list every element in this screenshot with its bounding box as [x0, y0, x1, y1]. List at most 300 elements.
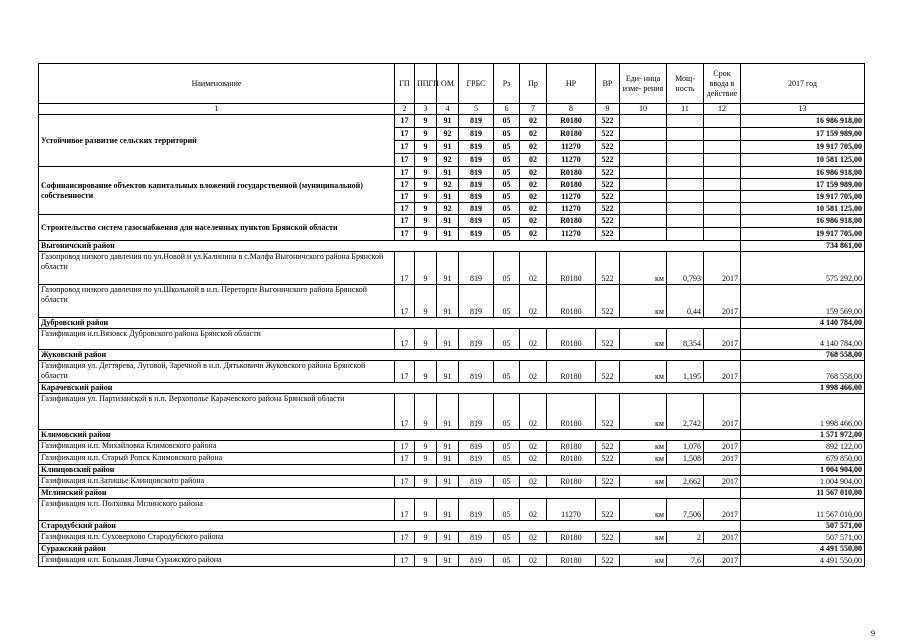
district-name: Карачевский район — [39, 383, 741, 394]
cell-gp: 17 — [395, 179, 415, 191]
cell-pr: 02 — [520, 361, 547, 383]
cell-pr: 02 — [520, 203, 547, 215]
district-total: 1 004 904,00 — [741, 465, 865, 476]
cell-om: 91 — [437, 499, 459, 521]
cell-ppgp: 9 — [415, 499, 437, 521]
cell-nr: 11270 — [547, 191, 596, 203]
cell-ppgp: 9 — [415, 203, 437, 215]
cell-power: 8,354 — [667, 329, 704, 350]
cell-om: 91 — [437, 141, 459, 154]
cell-rz: 05 — [494, 252, 520, 285]
district-name: Дубровский район — [39, 318, 741, 329]
cell-power: 1,076 — [667, 441, 704, 453]
cell-pr: 02 — [520, 394, 547, 430]
header-row — [39, 64, 865, 104]
cell-gp: 17 — [395, 154, 415, 167]
district-name: Выгоничский район — [39, 241, 741, 252]
cell-rz: 05 — [494, 499, 520, 521]
cell-amount: 16 986 918,00 — [741, 115, 865, 128]
cell-deadline — [704, 191, 741, 203]
cell-vr: 522 — [596, 441, 620, 453]
cell-gp: 17 — [395, 141, 415, 154]
page-number: 9 — [871, 629, 875, 638]
cell-ppgp: 9 — [415, 228, 437, 241]
header-pr: Пр — [520, 64, 547, 104]
group-row — [39, 215, 865, 228]
district-name: Суражский район — [39, 544, 741, 555]
district-total: 1 571 972,00 — [741, 430, 865, 441]
column-number-cell: 8 — [547, 104, 596, 115]
project-row — [39, 441, 865, 453]
cell-pr: 02 — [520, 329, 547, 350]
column-number-cell: 1 — [39, 104, 395, 115]
cell-ppgp: 9 — [415, 532, 437, 544]
cell-amount: 768 558,00 — [741, 361, 865, 383]
cell-grbs: 819 — [459, 394, 494, 430]
cell-nr: 11270 — [547, 141, 596, 154]
project-name: Газификация н.п. Старый Ропск Климовского района — [39, 453, 395, 465]
project-name: Газопровод низкого давления по ул.Школьной в н.п. Переторги Выгоничского района Брянской области — [39, 285, 395, 318]
header-rz: Рз — [494, 64, 520, 104]
cell-om: 91 — [437, 476, 459, 488]
cell-rz: 05 — [494, 179, 520, 191]
cell-unit — [620, 154, 667, 167]
cell-nr: R0180 — [547, 252, 596, 285]
cell-om: 91 — [437, 453, 459, 465]
cell-unit: км — [620, 329, 667, 350]
cell-power: 2,662 — [667, 476, 704, 488]
cell-gp: 17 — [395, 191, 415, 203]
group-name: Строительство систем газоснабжения для населенных пунктов Брянской области — [39, 215, 395, 241]
cell-vr: 522 — [596, 115, 620, 128]
cell-grbs: 819 — [459, 141, 494, 154]
header-ppgp: ППГП — [415, 64, 437, 104]
cell-nr: 11270 — [547, 154, 596, 167]
header-om: ОМ — [437, 64, 459, 104]
cell-ppgp: 9 — [415, 361, 437, 383]
cell-amount: 16 986 918,00 — [741, 215, 865, 228]
cell-grbs: 819 — [459, 329, 494, 350]
cell-grbs: 819 — [459, 191, 494, 203]
cell-deadline — [704, 167, 741, 179]
cell-deadline — [704, 179, 741, 191]
cell-nr: R0180 — [547, 555, 596, 567]
cell-om: 91 — [437, 361, 459, 383]
cell-deadline — [704, 141, 741, 154]
cell-om: 92 — [437, 154, 459, 167]
cell-nr: R0180 — [547, 453, 596, 465]
district-name: Мглинский район — [39, 488, 741, 499]
cell-ppgp: 9 — [415, 453, 437, 465]
cell-unit: км — [620, 476, 667, 488]
cell-om: 92 — [437, 203, 459, 215]
header-unit: Еди- ница изме- рения — [620, 64, 667, 104]
cell-grbs: 819 — [459, 115, 494, 128]
cell-deadline: 2017 — [704, 476, 741, 488]
cell-gp: 17 — [395, 252, 415, 285]
header-power: Мощ- ность — [667, 64, 704, 104]
cell-nr: R0180 — [547, 128, 596, 141]
cell-rz: 05 — [494, 215, 520, 228]
cell-vr: 522 — [596, 555, 620, 567]
cell-vr: 522 — [596, 128, 620, 141]
cell-deadline — [704, 115, 741, 128]
district-name: Климовский район — [39, 430, 741, 441]
cell-gp: 17 — [395, 394, 415, 430]
district-row — [39, 488, 865, 499]
project-name: Газификация н.п.Вязовск Дубровского района Брянской области — [39, 329, 395, 350]
cell-grbs: 819 — [459, 453, 494, 465]
cell-ppgp: 9 — [415, 329, 437, 350]
cell-deadline — [704, 215, 741, 228]
project-row — [39, 555, 865, 567]
cell-grbs: 819 — [459, 361, 494, 383]
district-row — [39, 350, 865, 361]
cell-deadline: 2017 — [704, 252, 741, 285]
cell-unit: км — [620, 285, 667, 318]
district-total: 4 140 784,00 — [741, 318, 865, 329]
cell-om: 91 — [437, 215, 459, 228]
column-number-row — [39, 104, 865, 115]
cell-unit — [620, 215, 667, 228]
cell-power: 0,44 — [667, 285, 704, 318]
cell-unit: км — [620, 555, 667, 567]
project-row — [39, 252, 865, 285]
cell-rz: 05 — [494, 394, 520, 430]
cell-ppgp: 9 — [415, 141, 437, 154]
cell-rz: 05 — [494, 228, 520, 241]
cell-vr: 522 — [596, 453, 620, 465]
cell-rz: 05 — [494, 115, 520, 128]
cell-om: 91 — [437, 191, 459, 203]
cell-ppgp: 9 — [415, 252, 437, 285]
cell-vr: 522 — [596, 167, 620, 179]
cell-ppgp: 9 — [415, 128, 437, 141]
cell-ppgp: 9 — [415, 167, 437, 179]
cell-deadline: 2017 — [704, 532, 741, 544]
cell-gp: 17 — [395, 532, 415, 544]
cell-pr: 02 — [520, 141, 547, 154]
cell-unit — [620, 167, 667, 179]
cell-power: 1,195 — [667, 361, 704, 383]
cell-rz: 05 — [494, 128, 520, 141]
district-total: 768 558,00 — [741, 350, 865, 361]
cell-amount: 4 491 550,00 — [741, 555, 865, 567]
column-number-cell: 5 — [459, 104, 494, 115]
cell-gp: 17 — [395, 555, 415, 567]
district-row — [39, 318, 865, 329]
cell-ppgp: 9 — [415, 215, 437, 228]
cell-unit: км — [620, 499, 667, 521]
cell-gp: 17 — [395, 285, 415, 318]
cell-rz: 05 — [494, 361, 520, 383]
cell-grbs: 819 — [459, 215, 494, 228]
cell-nr: R0180 — [547, 215, 596, 228]
cell-amount: 10 581 125,00 — [741, 203, 865, 215]
group-row — [39, 167, 865, 179]
cell-rz: 05 — [494, 329, 520, 350]
cell-vr: 522 — [596, 394, 620, 430]
cell-rz: 05 — [494, 141, 520, 154]
project-row — [39, 532, 865, 544]
cell-amount: 17 159 989,00 — [741, 128, 865, 141]
cell-unit — [620, 228, 667, 241]
project-row — [39, 285, 865, 318]
cell-gp: 17 — [395, 128, 415, 141]
project-row — [39, 476, 865, 488]
cell-om: 91 — [437, 167, 459, 179]
cell-gp: 17 — [395, 453, 415, 465]
cell-unit: км — [620, 441, 667, 453]
cell-nr: R0180 — [547, 361, 596, 383]
cell-deadline — [704, 128, 741, 141]
cell-power — [667, 215, 704, 228]
cell-om: 92 — [437, 179, 459, 191]
cell-om: 91 — [437, 228, 459, 241]
cell-ppgp: 9 — [415, 441, 437, 453]
cell-vr: 522 — [596, 203, 620, 215]
project-name: Газопровод низкого давления по ул.Новой и ул.Калинина в с.Малфа Выгоничского района Брянской области — [39, 252, 395, 285]
project-name: Газификация н.п.Затишье Клинцовского района — [39, 476, 395, 488]
header-name: Наименование — [39, 64, 395, 104]
district-name: Стародубский район — [39, 521, 741, 532]
cell-pr: 02 — [520, 154, 547, 167]
cell-deadline — [704, 154, 741, 167]
cell-om: 91 — [437, 394, 459, 430]
cell-vr: 522 — [596, 252, 620, 285]
cell-pr: 02 — [520, 115, 547, 128]
cell-ppgp: 9 — [415, 115, 437, 128]
project-row — [39, 394, 865, 430]
cell-vr: 522 — [596, 228, 620, 241]
cell-vr: 522 — [596, 215, 620, 228]
project-row — [39, 361, 865, 383]
cell-deadline: 2017 — [704, 499, 741, 521]
district-row — [39, 430, 865, 441]
cell-pr: 02 — [520, 532, 547, 544]
cell-nr: R0180 — [547, 394, 596, 430]
cell-gp: 17 — [395, 329, 415, 350]
cell-grbs: 819 — [459, 228, 494, 241]
project-row — [39, 499, 865, 521]
cell-power — [667, 203, 704, 215]
cell-vr: 522 — [596, 191, 620, 203]
cell-om: 91 — [437, 252, 459, 285]
column-number-cell: 6 — [494, 104, 520, 115]
district-total: 4 491 550,00 — [741, 544, 865, 555]
cell-ppgp: 9 — [415, 555, 437, 567]
cell-grbs: 819 — [459, 179, 494, 191]
cell-unit — [620, 141, 667, 154]
cell-vr: 522 — [596, 285, 620, 318]
cell-om: 92 — [437, 128, 459, 141]
cell-deadline: 2017 — [704, 441, 741, 453]
cell-gp: 17 — [395, 228, 415, 241]
cell-power — [667, 141, 704, 154]
cell-rz: 05 — [494, 167, 520, 179]
cell-grbs: 819 — [459, 441, 494, 453]
cell-rz: 05 — [494, 555, 520, 567]
cell-amount: 11 567 010,00 — [741, 499, 865, 521]
cell-pr: 02 — [520, 179, 547, 191]
cell-power: 1,508 — [667, 453, 704, 465]
cell-gp: 17 — [395, 361, 415, 383]
cell-power: 2 — [667, 532, 704, 544]
column-number-cell: 4 — [437, 104, 459, 115]
cell-gp: 17 — [395, 167, 415, 179]
budget-table — [38, 63, 865, 567]
cell-nr: R0180 — [547, 179, 596, 191]
cell-rz: 05 — [494, 203, 520, 215]
cell-amount: 19 917 705,00 — [741, 141, 865, 154]
cell-pr: 02 — [520, 285, 547, 318]
column-number-cell: 2 — [395, 104, 415, 115]
cell-deadline: 2017 — [704, 361, 741, 383]
cell-amount: 1 998 466,00 — [741, 394, 865, 430]
header-nr: НР — [547, 64, 596, 104]
cell-gp: 17 — [395, 441, 415, 453]
cell-vr: 522 — [596, 476, 620, 488]
group-row — [39, 115, 865, 128]
district-row — [39, 544, 865, 555]
district-row — [39, 241, 865, 252]
cell-pr: 02 — [520, 167, 547, 179]
cell-grbs: 819 — [459, 499, 494, 521]
cell-om: 91 — [437, 441, 459, 453]
cell-pr: 02 — [520, 555, 547, 567]
cell-vr: 522 — [596, 154, 620, 167]
cell-pr: 02 — [520, 476, 547, 488]
cell-unit: км — [620, 532, 667, 544]
cell-amount: 679 850,00 — [741, 453, 865, 465]
cell-power: 7,506 — [667, 499, 704, 521]
cell-grbs: 819 — [459, 167, 494, 179]
cell-pr: 02 — [520, 453, 547, 465]
cell-unit: км — [620, 361, 667, 383]
header-grbs: ГРБС — [459, 64, 494, 104]
district-name: Клинцовский район — [39, 465, 741, 476]
cell-gp: 17 — [395, 476, 415, 488]
cell-pr: 02 — [520, 128, 547, 141]
group-name: Софинансирование объектов капитальных вложений государственной (муниципальной) собственности — [39, 167, 395, 215]
header-year: 2017 год — [741, 64, 865, 104]
cell-nr: R0180 — [547, 329, 596, 350]
cell-nr: R0180 — [547, 476, 596, 488]
cell-unit — [620, 203, 667, 215]
cell-ppgp: 9 — [415, 179, 437, 191]
district-total: 734 861,00 — [741, 241, 865, 252]
cell-grbs: 819 — [459, 154, 494, 167]
cell-deadline — [704, 203, 741, 215]
cell-vr: 522 — [596, 179, 620, 191]
cell-rz: 05 — [494, 441, 520, 453]
cell-unit — [620, 179, 667, 191]
cell-rz: 05 — [494, 532, 520, 544]
cell-amount: 10 581 125,00 — [741, 154, 865, 167]
cell-deadline: 2017 — [704, 329, 741, 350]
cell-gp: 17 — [395, 115, 415, 128]
cell-unit — [620, 191, 667, 203]
cell-amount: 892 122,00 — [741, 441, 865, 453]
project-name: Газификация н.п. Михайловка Климовского района — [39, 441, 395, 453]
cell-vr: 522 — [596, 141, 620, 154]
column-number-cell: 10 — [620, 104, 667, 115]
cell-nr: R0180 — [547, 532, 596, 544]
cell-deadline: 2017 — [704, 394, 741, 430]
cell-amount: 19 917 705,00 — [741, 191, 865, 203]
cell-amount: 17 159 989,00 — [741, 179, 865, 191]
group-name: Устойчивое развитие сельских территорий — [39, 115, 395, 167]
cell-amount: 4 140 784,00 — [741, 329, 865, 350]
project-name: Газификация н.п. Полховка Мглинского района — [39, 499, 395, 521]
cell-nr: R0180 — [547, 167, 596, 179]
cell-unit: км — [620, 453, 667, 465]
project-name: Газификация н.п. Суховерхово Стародубского района — [39, 532, 395, 544]
column-number-cell: 7 — [520, 104, 547, 115]
cell-power — [667, 167, 704, 179]
cell-rz: 05 — [494, 154, 520, 167]
cell-power: 2,742 — [667, 394, 704, 430]
cell-ppgp: 9 — [415, 154, 437, 167]
cell-rz: 05 — [494, 476, 520, 488]
header-deadline: Срок ввода в действие — [704, 64, 741, 104]
cell-vr: 522 — [596, 361, 620, 383]
cell-ppgp: 9 — [415, 476, 437, 488]
cell-gp: 17 — [395, 215, 415, 228]
district-row — [39, 521, 865, 532]
district-row — [39, 465, 865, 476]
cell-power — [667, 154, 704, 167]
cell-pr: 02 — [520, 441, 547, 453]
column-number-cell: 3 — [415, 104, 437, 115]
cell-nr: 11270 — [547, 203, 596, 215]
cell-pr: 02 — [520, 215, 547, 228]
cell-unit — [620, 128, 667, 141]
cell-ppgp: 9 — [415, 191, 437, 203]
cell-pr: 02 — [520, 191, 547, 203]
district-total: 507 571,00 — [741, 521, 865, 532]
cell-om: 91 — [437, 285, 459, 318]
project-row — [39, 329, 865, 350]
cell-om: 91 — [437, 532, 459, 544]
cell-grbs: 819 — [459, 203, 494, 215]
column-number-cell: 9 — [596, 104, 620, 115]
cell-om: 91 — [437, 115, 459, 128]
column-number-cell: 13 — [741, 104, 865, 115]
cell-power: 0,793 — [667, 252, 704, 285]
cell-grbs: 819 — [459, 476, 494, 488]
cell-vr: 522 — [596, 499, 620, 521]
district-name: Жуковский район — [39, 350, 741, 361]
cell-nr: 11270 — [547, 499, 596, 521]
cell-amount: 1 004 904,00 — [741, 476, 865, 488]
cell-pr: 02 — [520, 499, 547, 521]
cell-om: 91 — [437, 555, 459, 567]
cell-power — [667, 191, 704, 203]
cell-deadline: 2017 — [704, 453, 741, 465]
cell-grbs: 819 — [459, 128, 494, 141]
cell-om: 91 — [437, 329, 459, 350]
column-number-cell: 11 — [667, 104, 704, 115]
cell-amount: 159 569,00 — [741, 285, 865, 318]
cell-rz: 05 — [494, 285, 520, 318]
cell-pr: 02 — [520, 252, 547, 285]
cell-grbs: 819 — [459, 532, 494, 544]
district-total: 1 998 466,00 — [741, 383, 865, 394]
cell-grbs: 819 — [459, 555, 494, 567]
cell-power: 7,6 — [667, 555, 704, 567]
cell-nr: R0180 — [547, 285, 596, 318]
